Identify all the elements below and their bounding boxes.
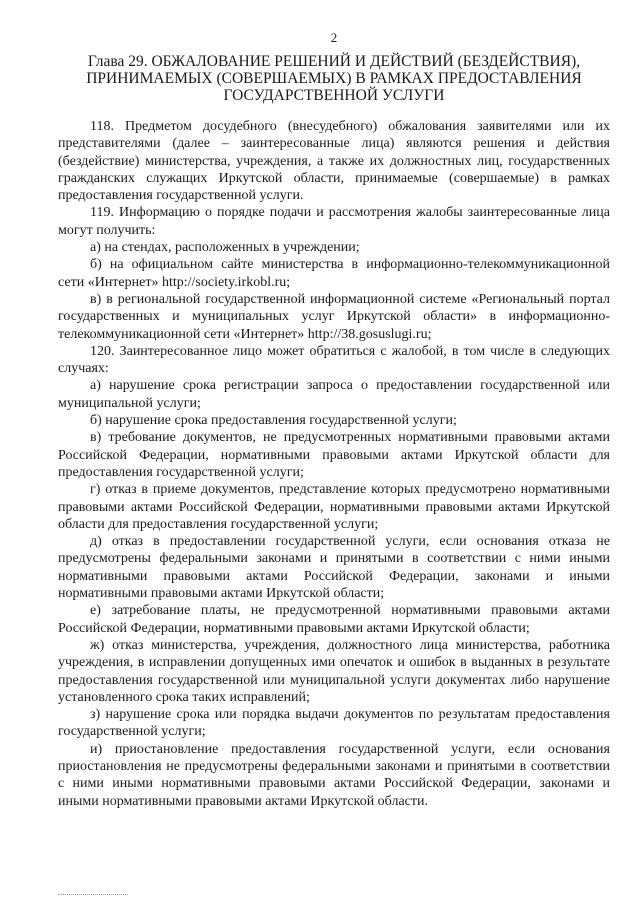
document-body — [58, 118, 610, 810]
chapter-title — [58, 53, 610, 104]
chapter-title-line: ГОСУДАРСТВЕННОЙ УСЛУГИ — [223, 87, 445, 104]
paragraph-118: 118. Предметом досудебного (внесудебного) обжалования заявителями или их представителями (далее – заинтересованные лица) являются решения и действия (бездействие) министерства, учреждения, а также их должностных лиц, государственных гражданских служащих Иркутской области, принимаемые (совершаемые) в рамках предоставления государственной услуги. — [58, 119, 610, 204]
chapter-title-line: Глава 29. ОБЖАЛОВАНИЕ РЕШЕНИЙ И ДЕЙСТВИЙ (БЕЗДЕЙСТВИЯ), — [87, 53, 581, 70]
scan-edge-mark — [58, 894, 128, 896]
list-item-119-b: б) на официальном сайте министерства в информационно-телекоммуникационной сети «Интернет» http://society.irkobl.ru; — [58, 257, 610, 290]
chapter-title-line: ПРИНИМАЕМЫХ (СОВЕРШАЕМЫХ) В РАМКАХ ПРЕДОСТАВЛЕНИЯ — [86, 70, 582, 87]
list-item-119-a: а) на стендах, расположенных в учреждении; — [90, 240, 360, 256]
paragraph-119: 119. Информацию о порядке подачи и рассмотрения жалобы заинтересованные лица могут получить: — [58, 205, 610, 238]
list-item-120-a: а) нарушение срока регистрации запроса о предоставлении государственной или муниципальной услуги; — [58, 378, 610, 411]
list-item-120-zh: ж) отказ министерства, учреждения, должностного лица министерства, работника учреждения, в исправлении допущенных ими опечаток и ошибок в выданных в результате предоставления государственной или муниципальной услуги документах либо нарушение установленного срока таких исправлений; — [58, 637, 610, 705]
list-item-120-e: е) затребование платы, не предусмотренной нормативными правовыми актами Российской Федерации, нормативными правовыми актами Иркутской области; — [58, 603, 610, 636]
list-item-120-b: б) нарушение срока предоставления государственной услуги; — [90, 413, 457, 429]
list-item-119-v: в) в региональной государственной информационной системе «Региональный портал государственных и муниципальных услуг Иркутской области» в информационно-телекоммуникационной сети «Интернет» http://38.gosuslugi.ru; — [58, 291, 610, 342]
list-item-120-d: д) отказ в предоставлении государственной услуги, если основания отказа не предусмотрены федеральными законами и принятыми в соответствии с ними иными нормативными правовыми актами Российской Федерации, законами и иными нормативными правовыми актами Иркутской области; — [58, 534, 610, 602]
paragraph-120: 120. Заинтересованное лицо может обратиться с жалобой, в том числе в следующих случаях: — [58, 343, 610, 377]
list-item-120-v: в) требование документов, не предусмотренных нормативными правовыми актами Российской Федерации, нормативными правовыми актами Иркутской области для предоставления государственной услуги; — [58, 430, 610, 480]
list-item-120-g: г) отказ в приеме документов, представление которых предусмотрено нормативными правовыми актами Российской Федерации, нормативными правовыми актами Иркутской области для предоставления государственной услуги; — [58, 482, 610, 532]
page-number: 2 — [330, 30, 338, 45]
list-item-120-z: з) нарушение срока или порядка выдачи документов по результатам предоставления государственной услуги; — [58, 707, 610, 740]
list-item-120-i: и) приостановление предоставления государственной услуги, если основания приостановления не предусмотрены федеральными законами и принятыми в соответствии с ними иными нормативными правовыми актами Российской Федерации, законами и иными нормативными правовыми актами Иркутской области. — [58, 741, 610, 809]
